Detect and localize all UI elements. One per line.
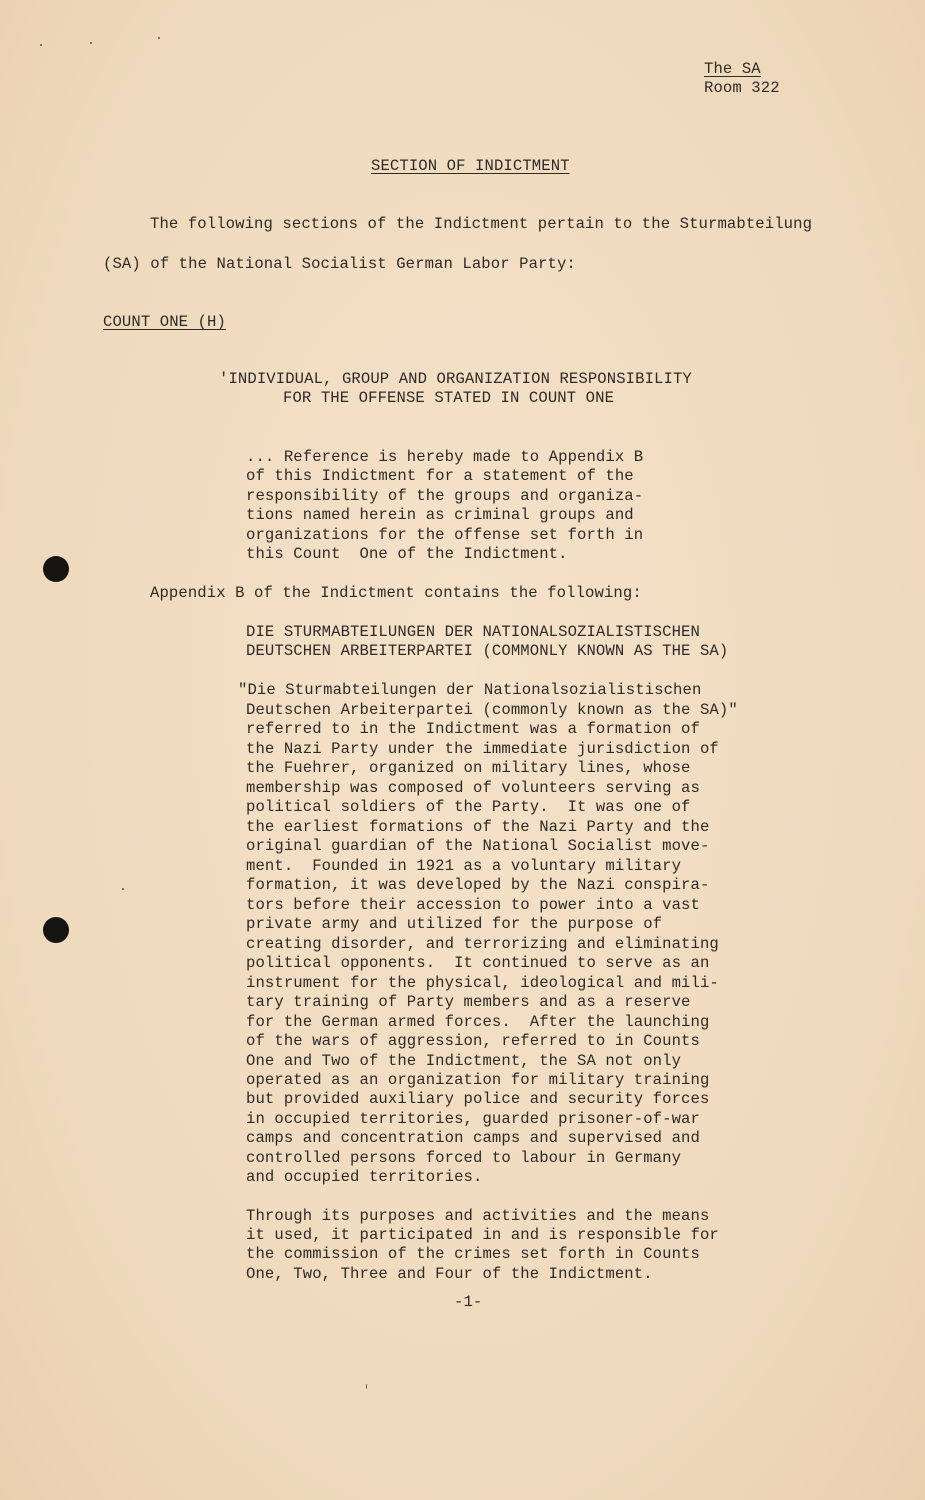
count-title-line-2: FOR THE OFFENSE STATED IN COUNT ONE xyxy=(283,389,615,407)
reference-line-6: this Count One of the Indictment. xyxy=(246,545,568,563)
main-line: One and Two of the Indictment, the SA not only xyxy=(246,1052,682,1070)
main-line: the earliest formations of the Nazi Party and the xyxy=(246,818,710,836)
reference-line-1: ... Reference is hereby made to Appendix B xyxy=(246,448,644,466)
main-line: ment. Founded in 1921 as a voluntary military xyxy=(246,857,682,875)
main-line: for the German armed forces. After the launching xyxy=(246,1013,710,1031)
intro-line-2: (SA) of the National Socialist German Labor Party: xyxy=(103,255,576,273)
reference-line-5: organizations for the offense set forth in xyxy=(246,526,644,544)
reference-line-2: of this Indictment for a statement of the xyxy=(246,467,634,485)
main-line: political opponents. It continued to serve as an xyxy=(246,954,710,972)
main-line: private army and utilized for the purpose of xyxy=(246,915,663,933)
main-line: formation, it was developed by the Nazi conspira- xyxy=(246,876,710,894)
reference-line-3: responsibility of the groups and organiza- xyxy=(246,487,644,505)
main-line: political soldiers of the Party. It was one of xyxy=(246,798,691,816)
main-line: in occupied territories, guarded prisoner-of-war xyxy=(246,1110,700,1128)
paper-speck xyxy=(366,1384,367,1389)
closing-line: One, Two, Three and Four of the Indictment. xyxy=(246,1265,653,1283)
header-label-line1: The SA xyxy=(704,60,761,78)
page-title: SECTION OF INDICTMENT xyxy=(371,157,570,175)
main-line: camps and concentration camps and supervised and xyxy=(246,1129,700,1147)
main-line: but provided auxiliary police and security forces xyxy=(246,1090,710,1108)
appendix-heading-line-1: DIE STURMABTEILUNGEN DER NATIONALSOZIALISTISCHEN xyxy=(246,623,700,641)
main-line: tors before their accession to power into a vast xyxy=(246,896,700,914)
punch-hole-lower xyxy=(43,917,69,943)
punch-hole-upper xyxy=(43,556,69,582)
reference-line-4: tions named herein as criminal groups and xyxy=(246,506,634,524)
paper-speck xyxy=(158,37,160,39)
count-heading: COUNT ONE (H) xyxy=(103,313,226,331)
paper-speck xyxy=(40,44,42,46)
header-label-line2: Room 322 xyxy=(704,79,780,97)
main-line: and occupied territories. xyxy=(246,1168,483,1186)
main-line: creating disorder, and terrorizing and eliminating xyxy=(246,935,719,953)
intro-line-1: The following sections of the Indictment pertain to the Sturmabteilung xyxy=(150,215,813,233)
main-line: referred to in the Indictment was a formation of xyxy=(246,720,700,738)
paper-speck xyxy=(90,42,92,44)
paper-speck xyxy=(122,888,124,890)
closing-line: Through its purposes and activities and the means xyxy=(246,1207,710,1225)
main-line: the Nazi Party under the immediate jurisdiction of xyxy=(246,740,719,758)
main-line: controlled persons forced to labour in Germany xyxy=(246,1149,682,1167)
appendix-intro: Appendix B of the Indictment contains the following: xyxy=(150,584,642,602)
main-line: the Fuehrer, organized on military lines, whose xyxy=(246,759,691,777)
count-title-line-1: 'INDIVIDUAL, GROUP AND ORGANIZATION RESPONSIBILITY xyxy=(219,370,692,388)
closing-line: the commission of the crimes set forth in Counts xyxy=(246,1245,700,1263)
main-line: of the wars of aggression, referred to in Counts xyxy=(246,1032,700,1050)
main-line: instrument for the physical, ideological and mili- xyxy=(246,974,719,992)
main-line: Deutschen Arbeiterpartei (commonly known as the SA)" xyxy=(246,701,738,719)
page-number: -1- xyxy=(454,1293,483,1311)
main-line: operated as an organization for military training xyxy=(246,1071,710,1089)
closing-line: it used, it participated in and is responsible for xyxy=(246,1226,719,1244)
main-line: membership was composed of volunteers serving as xyxy=(246,779,700,797)
appendix-heading-line-2: DEUTSCHEN ARBEITERPARTEI (COMMONLY KNOWN AS THE SA) xyxy=(246,642,729,660)
main-line: tary training of Party members and as a reserve xyxy=(246,993,691,1011)
main-line: "Die Sturmabteilungen der Nationalsozialistischen xyxy=(238,681,702,699)
main-line: original guardian of the National Socialist move- xyxy=(246,837,710,855)
